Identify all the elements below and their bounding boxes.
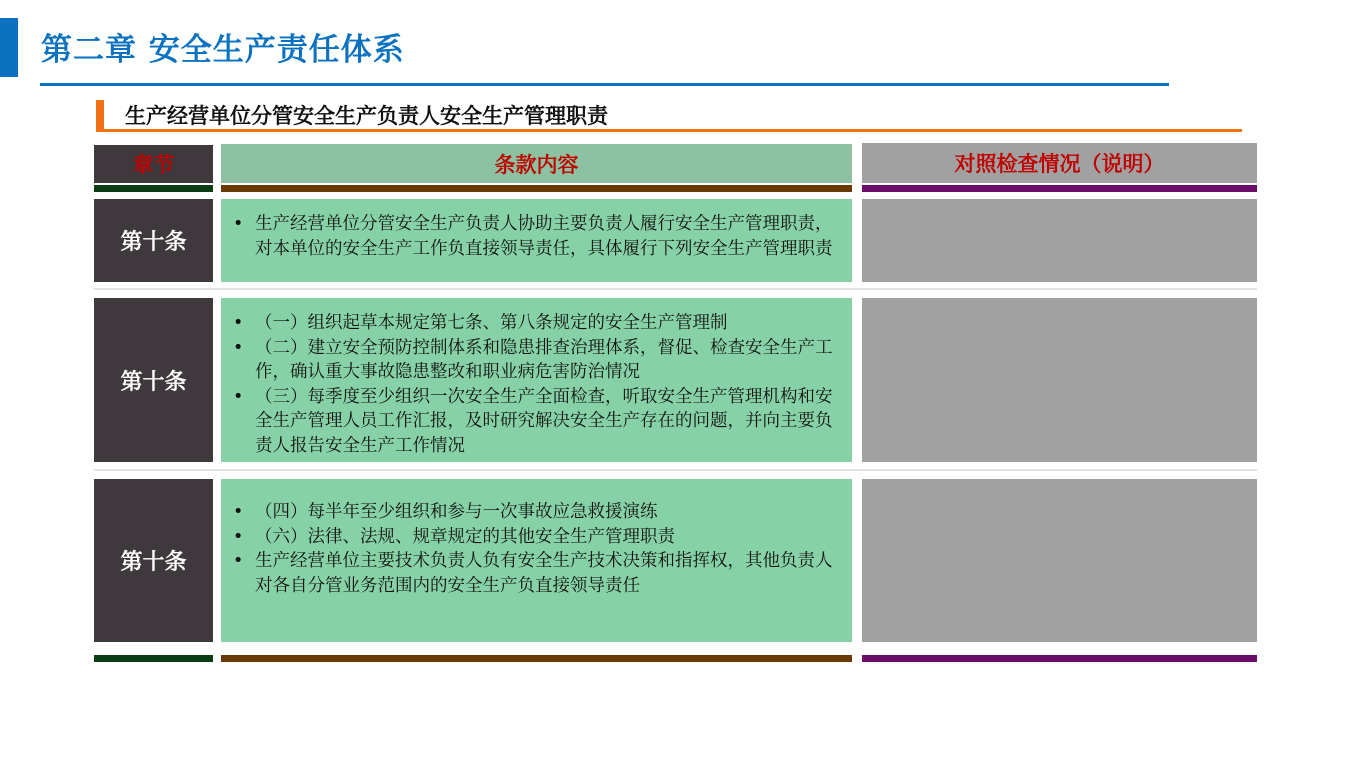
clause-item: • （一）组织起草本规定第七条、第八条规定的安全生产管理制: [221, 311, 838, 336]
title-accent-bar: [0, 18, 18, 77]
footer-divider-chapter: [94, 655, 213, 662]
row-label: 第十条: [94, 479, 213, 642]
clause-content-cell: [221, 479, 852, 642]
column-header-chapter: 章节: [94, 145, 213, 183]
row-separator: [94, 288, 1257, 290]
check-cell: [862, 199, 1257, 282]
row-separator: [94, 469, 1257, 471]
subtitle-underline: [96, 129, 1242, 132]
clause-item: • （二）建立安全预防控制体系和隐患排查治理体系，督促、检查安全生产工作，确认重大事故隐患整改和职业病危害防治情况: [221, 336, 838, 385]
clause-list: [221, 311, 838, 458]
clause-list: [221, 500, 838, 598]
page-title: 第二章 安全生产责任体系: [41, 32, 405, 68]
footer-divider-clause: [221, 655, 852, 662]
column-header-clause: 条款内容: [221, 144, 852, 183]
section-subtitle: 生产经营单位分管安全生产负责人安全生产管理职责: [125, 104, 608, 128]
clause-item: • （四）每半年至少组织和参与一次事故应急救援演练: [221, 500, 838, 525]
check-cell: [862, 298, 1257, 462]
column-header-check: 对照检查情况（说明）: [862, 143, 1257, 183]
header-divider-clause: [221, 185, 852, 192]
clause-content-cell: [221, 298, 852, 462]
clause-item: • （三）每季度至少组织一次安全生产全面检查，听取安全生产管理机构和安全生产管理人员工作汇报，及时研究解决安全生产存在的问题，并向主要负责人报告安全生产工作情况: [221, 385, 838, 459]
check-cell: [862, 479, 1257, 642]
subtitle-accent-bar: [96, 100, 104, 130]
row-label: 第十条: [94, 199, 213, 282]
header-divider-check: [862, 185, 1257, 192]
header-divider-chapter: [94, 185, 213, 192]
clause-item: • 生产经营单位主要技术负责人负有安全生产技术决策和指挥权，其他负责人对各自分管业务范围内的安全生产负直接领导责任: [221, 549, 838, 598]
footer-divider-check: [862, 655, 1257, 662]
clause-item: • （六）法律、法规、规章规定的其他安全生产管理职责: [221, 525, 838, 550]
title-underline: [40, 83, 1169, 86]
clause-list: [221, 212, 838, 261]
clause-content-cell: [221, 199, 852, 282]
row-label: 第十条: [94, 298, 213, 462]
clause-item: • 生产经营单位分管安全生产负责人协助主要负责人履行安全生产管理职责，对本单位的安全生产工作负直接领导责任，具体履行下列安全生产管理职责: [221, 212, 838, 261]
